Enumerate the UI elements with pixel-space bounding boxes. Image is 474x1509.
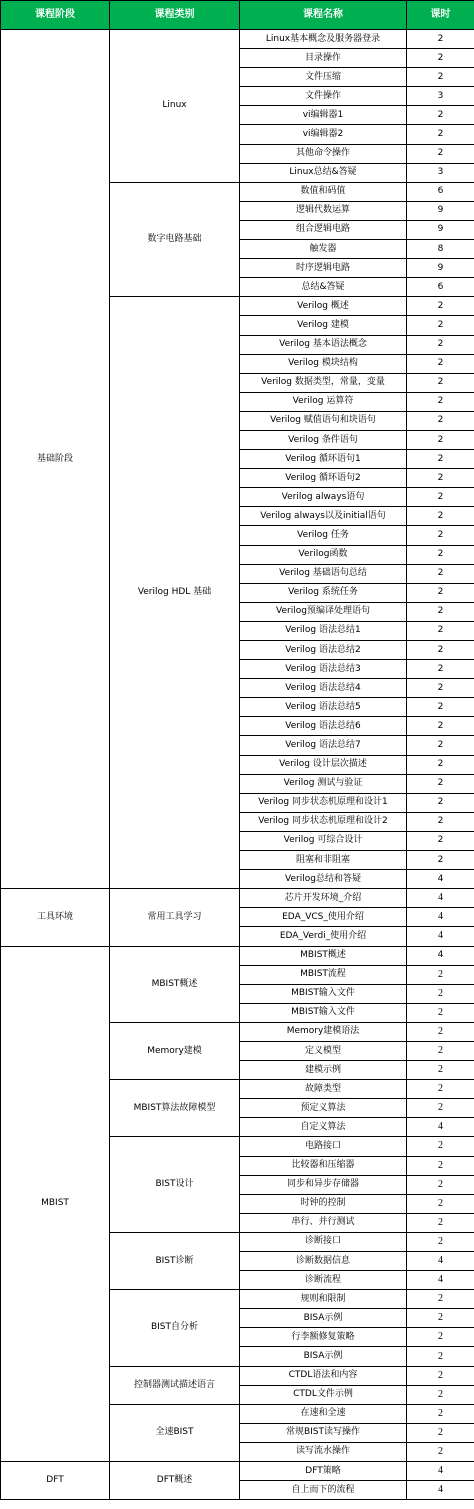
table-row — [1, 30, 474, 49]
course-hours-cell: 2 — [407, 1385, 474, 1404]
course-name-cell: MBIST流程 — [240, 965, 407, 984]
course-name-cell: Verilog 语法总结2 — [240, 641, 407, 660]
course-hours-cell: 2 — [407, 1290, 474, 1309]
course-hours-cell: 2 — [407, 641, 474, 660]
course-name-cell: Verilog 语法总结1 — [240, 621, 407, 640]
course-name-cell: 文件压缩 — [240, 68, 407, 87]
course-hours-cell: 2 — [407, 545, 474, 564]
header-row — [1, 1, 474, 30]
course-name-cell: 组合逻辑电路 — [240, 220, 407, 239]
category-cell: DFT概述 — [110, 1462, 240, 1500]
course-name-cell: Verilog 语法总结3 — [240, 660, 407, 679]
course-hours-cell: 2 — [407, 49, 474, 68]
course-name-cell: Verilog 测试与验证 — [240, 774, 407, 793]
course-name-cell: 诊断接口 — [240, 1232, 407, 1251]
category-cell: BIST自分析 — [110, 1290, 240, 1366]
category-cell: 常用工具学习 — [110, 889, 240, 946]
category-cell: 控制器测试描述语言 — [110, 1366, 240, 1404]
course-hours-cell: 2 — [407, 812, 474, 831]
course-hours-cell: 2 — [407, 1099, 474, 1118]
table-row — [1, 946, 474, 965]
course-hours-cell: 4 — [407, 946, 474, 965]
course-name-cell: vi编辑器1 — [240, 106, 407, 125]
course-name-cell: 电路接口 — [240, 1137, 407, 1156]
stage-cell: DFT — [1, 1462, 110, 1500]
course-hours-cell: 2 — [407, 1194, 474, 1213]
course-name-cell: BISA示例 — [240, 1347, 407, 1366]
course-name-cell: 数值和码值 — [240, 182, 407, 201]
course-hours-cell: 2 — [407, 1022, 474, 1041]
course-name-cell: 目录操作 — [240, 49, 407, 68]
course-name-cell: Verilog always以及initial语句 — [240, 507, 407, 526]
course-name-cell: EDA_VCS_使用介绍 — [240, 908, 407, 927]
category-cell: 数字电路基础 — [110, 182, 240, 297]
course-name-cell: EDA_Verdi_使用介绍 — [240, 927, 407, 946]
course-hours-cell: 6 — [407, 278, 474, 297]
course-name-cell: vi编辑器2 — [240, 125, 407, 144]
course-hours-cell: 2 — [407, 354, 474, 373]
header-category: 课程类别 — [110, 1, 240, 30]
course-name-cell: 自定义算法 — [240, 1118, 407, 1137]
course-name-cell: 时钟的控制 — [240, 1194, 407, 1213]
category-cell: Memory建模 — [110, 1022, 240, 1079]
course-hours-cell: 2 — [407, 679, 474, 698]
table-row — [1, 889, 474, 908]
course-name-cell: 自上而下的流程 — [240, 1481, 407, 1500]
course-hours-cell: 2 — [407, 793, 474, 812]
course-hours-cell: 2 — [407, 1156, 474, 1175]
course-hours-cell: 2 — [407, 144, 474, 163]
course-hours-cell: 2 — [407, 106, 474, 125]
course-hours-cell: 2 — [407, 1423, 474, 1442]
course-hours-cell: 2 — [407, 1003, 474, 1022]
course-hours-cell: 2 — [407, 1442, 474, 1461]
course-hours-cell: 2 — [407, 297, 474, 316]
course-hours-cell: 2 — [407, 755, 474, 774]
course-hours-cell: 2 — [407, 316, 474, 335]
course-hours-cell: 2 — [407, 450, 474, 469]
course-hours-cell: 2 — [407, 1328, 474, 1347]
course-hours-cell: 2 — [407, 717, 474, 736]
course-hours-cell: 4 — [407, 1118, 474, 1137]
course-name-cell: 在速和全速 — [240, 1404, 407, 1423]
course-hours-cell: 8 — [407, 240, 474, 259]
course-name-cell: Verilog总结和答疑 — [240, 870, 407, 889]
course-hours-cell: 2 — [407, 1309, 474, 1328]
course-name-cell: Verilog 数据类型，常量，变量 — [240, 373, 407, 392]
course-hours-cell: 2 — [407, 984, 474, 1003]
course-name-cell: 同步和异步存储器 — [240, 1175, 407, 1194]
course-hours-cell: 2 — [407, 30, 474, 49]
course-hours-cell: 4 — [407, 1481, 474, 1500]
course-hours-cell: 6 — [407, 182, 474, 201]
course-hours-cell: 2 — [407, 430, 474, 449]
course-hours-cell: 2 — [407, 1137, 474, 1156]
course-name-cell: MBIST输入文件 — [240, 1003, 407, 1022]
category-cell: Linux — [110, 30, 240, 183]
category-cell: MBIST算法故障模型 — [110, 1080, 240, 1137]
course-name-cell: 规则和限制 — [240, 1290, 407, 1309]
course-name-cell: Verilog 同步状态机原理和设计2 — [240, 812, 407, 831]
course-hours-cell: 9 — [407, 220, 474, 239]
category-cell: BIST诊断 — [110, 1232, 240, 1289]
course-name-cell: Verilog 可综合设计 — [240, 831, 407, 850]
course-hours-cell: 2 — [407, 1061, 474, 1080]
category-cell: BIST设计 — [110, 1137, 240, 1232]
course-name-cell: 故障类型 — [240, 1080, 407, 1099]
course-name-cell: Verilog 基本语法概念 — [240, 335, 407, 354]
course-name-cell: 预定义算法 — [240, 1099, 407, 1118]
course-name-cell: 芯片开发环境_介绍 — [240, 889, 407, 908]
course-hours-cell: 4 — [407, 870, 474, 889]
course-name-cell: Verilog 循环语句2 — [240, 469, 407, 488]
course-hours-cell: 2 — [407, 621, 474, 640]
course-hours-cell: 2 — [407, 602, 474, 621]
course-hours-cell: 2 — [407, 851, 474, 870]
course-name-cell: CTDL文件示例 — [240, 1385, 407, 1404]
category-cell: 全速BIST — [110, 1404, 240, 1461]
category-cell: MBIST概述 — [110, 946, 240, 1022]
course-name-cell: 其他命令操作 — [240, 144, 407, 163]
course-hours-cell: 2 — [407, 774, 474, 793]
course-hours-cell: 2 — [407, 1213, 474, 1232]
course-name-cell: 时序逻辑电路 — [240, 259, 407, 278]
course-hours-cell: 2 — [407, 1404, 474, 1423]
course-hours-cell: 2 — [407, 488, 474, 507]
course-name-cell: 逻辑代数运算 — [240, 201, 407, 220]
course-name-cell: Verilog 同步状态机原理和设计1 — [240, 793, 407, 812]
course-hours-cell: 2 — [407, 698, 474, 717]
course-name-cell: 总结&答疑 — [240, 278, 407, 297]
course-hours-cell: 2 — [407, 1366, 474, 1385]
header-stage: 课程阶段 — [1, 1, 110, 30]
course-name-cell: Verilog 任务 — [240, 526, 407, 545]
stage-cell: MBIST — [1, 946, 110, 1462]
course-hours-cell: 4 — [407, 1462, 474, 1481]
course-name-cell: Verilog 运算符 — [240, 392, 407, 411]
course-hours-cell: 2 — [407, 507, 474, 526]
course-name-cell: 建模示例 — [240, 1061, 407, 1080]
course-name-cell: 文件操作 — [240, 87, 407, 106]
course-hours-cell: 3 — [407, 87, 474, 106]
course-name-cell: 行李额修复策略 — [240, 1328, 407, 1347]
course-name-cell: Verilog 语法总结7 — [240, 736, 407, 755]
course-name-cell: Verilog 设计层次描述 — [240, 755, 407, 774]
course-hours-cell: 2 — [407, 68, 474, 87]
course-hours-cell: 2 — [407, 125, 474, 144]
course-name-cell: Verilog预编译处理语句 — [240, 602, 407, 621]
course-hours-cell: 2 — [407, 965, 474, 984]
course-hours-cell: 2 — [407, 1232, 474, 1251]
course-hours-cell: 2 — [407, 335, 474, 354]
table-body — [1, 30, 474, 1500]
stage-cell: 工具环境 — [1, 889, 110, 946]
course-hours-cell: 9 — [407, 259, 474, 278]
course-hours-cell: 4 — [407, 908, 474, 927]
course-name-cell: 诊断数据信息 — [240, 1252, 407, 1271]
course-name-cell: Verilog 语法总结6 — [240, 717, 407, 736]
course-name-cell: Linux总结&答疑 — [240, 163, 407, 182]
header-hours: 课时 — [407, 1, 474, 30]
category-cell: Verilog HDL 基础 — [110, 297, 240, 889]
course-name-cell: Verilog 语法总结5 — [240, 698, 407, 717]
course-name-cell: BISA示例 — [240, 1309, 407, 1328]
course-name-cell: 诊断流程 — [240, 1271, 407, 1290]
course-name-cell: 比较器和压缩器 — [240, 1156, 407, 1175]
course-hours-cell: 4 — [407, 889, 474, 908]
course-name-cell: Verilog 建模 — [240, 316, 407, 335]
course-name-cell: Verilog 系统任务 — [240, 583, 407, 602]
course-name-cell: 触发器 — [240, 240, 407, 259]
course-hours-cell: 2 — [407, 1080, 474, 1099]
course-name-cell: Verilog 基础语句总结 — [240, 564, 407, 583]
course-hours-cell: 4 — [407, 1252, 474, 1271]
stage-cell: 基础阶段 — [1, 30, 110, 889]
course-hours-cell: 2 — [407, 392, 474, 411]
header-course: 课程名称 — [240, 1, 407, 30]
course-name-cell: 读写流水操作 — [240, 1442, 407, 1461]
course-name-cell: Verilog函数 — [240, 545, 407, 564]
course-hours-cell: 2 — [407, 831, 474, 850]
course-name-cell: Verilog 循环语句1 — [240, 450, 407, 469]
course-hours-cell: 2 — [407, 736, 474, 755]
course-name-cell: Linux基本概念及服务器登录 — [240, 30, 407, 49]
course-hours-cell: 2 — [407, 411, 474, 430]
course-hours-cell: 2 — [407, 1041, 474, 1060]
course-name-cell: MBIST输入文件 — [240, 984, 407, 1003]
course-hours-cell: 2 — [407, 1347, 474, 1366]
course-name-cell: CTDL语法和内容 — [240, 1366, 407, 1385]
table-row — [1, 1462, 474, 1481]
course-hours-cell: 9 — [407, 201, 474, 220]
course-hours-cell: 3 — [407, 163, 474, 182]
course-hours-cell: 2 — [407, 373, 474, 392]
course-hours-cell: 2 — [407, 469, 474, 488]
course-name-cell: Verilog 赋值语句和块语句 — [240, 411, 407, 430]
course-name-cell: MBIST概述 — [240, 946, 407, 965]
course-hours-cell: 2 — [407, 583, 474, 602]
course-hours-cell: 4 — [407, 927, 474, 946]
course-name-cell: DFT策略 — [240, 1462, 407, 1481]
course-name-cell: Verilog 概述 — [240, 297, 407, 316]
course-name-cell: 定义模型 — [240, 1041, 407, 1060]
course-name-cell: 串行、并行测试 — [240, 1213, 407, 1232]
course-name-cell: Verilog 语法总结4 — [240, 679, 407, 698]
course-name-cell: Verilog always语句 — [240, 488, 407, 507]
course-name-cell: Memory建模语法 — [240, 1022, 407, 1041]
course-name-cell: 常规BIST读写操作 — [240, 1423, 407, 1442]
course-hours-cell: 2 — [407, 526, 474, 545]
course-name-cell: Verilog 条件语句 — [240, 430, 407, 449]
course-hours-cell: 2 — [407, 564, 474, 583]
course-name-cell: Verilog 模块结构 — [240, 354, 407, 373]
course-hours-cell: 4 — [407, 1271, 474, 1290]
course-name-cell: 阻塞和非阻塞 — [240, 851, 407, 870]
course-hours-cell: 2 — [407, 1175, 474, 1194]
course-hours-cell: 2 — [407, 660, 474, 679]
